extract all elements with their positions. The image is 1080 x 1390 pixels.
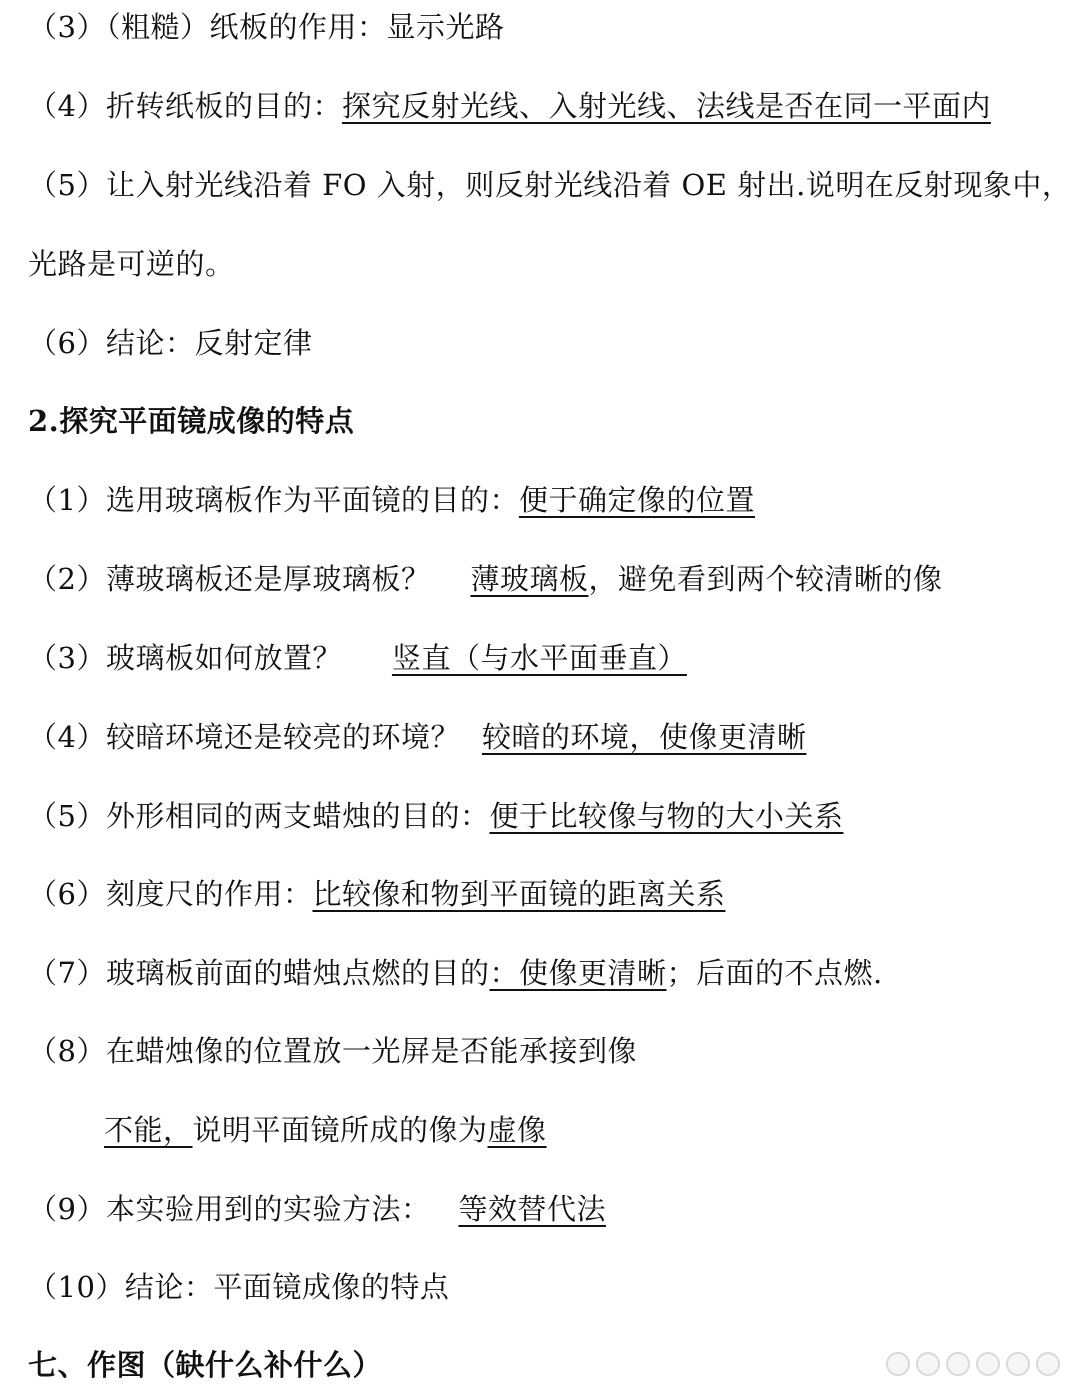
s2-item4 xyxy=(28,712,806,762)
watermark-dot-icon xyxy=(1036,1352,1060,1376)
watermark-dot-icon xyxy=(946,1352,970,1376)
s2-item5 xyxy=(28,791,843,841)
s2-item9 xyxy=(28,1184,606,1234)
s2-item7-prefix: （7）玻璃板前面的蜡烛点燃的目的 xyxy=(28,956,490,990)
s2-item6 xyxy=(28,869,725,919)
watermark-dot-icon xyxy=(1006,1352,1030,1376)
s2-item3-answer: 竖直（与水平面垂直） xyxy=(391,641,687,675)
section7-heading-text: 七、作图（缺什么补什么） xyxy=(28,1348,383,1382)
s1-item4 xyxy=(28,81,991,131)
s2-item8-answer-b: 虚像 xyxy=(487,1113,547,1147)
s2-item8-answer-line xyxy=(104,1105,547,1155)
s2-item3 xyxy=(28,633,687,683)
s1-item3 xyxy=(28,2,504,52)
s2-item8 xyxy=(28,1026,637,1076)
s2-item5-answer: 便于比较像与物的大小关系 xyxy=(489,799,844,833)
s1-item6-text: （6）结论：反射定律 xyxy=(28,326,313,360)
s1-item3-text: （3）（粗糙）纸板的作用：显示光路 xyxy=(28,10,505,44)
s2-item6-answer: 比较像和物到平面镜的距离关系 xyxy=(312,877,726,911)
s2-item4-prefix: （4）较暗环境还是较亮的环境？ xyxy=(28,720,460,754)
s2-item4-answer: 较暗的环境，使像更清晰 xyxy=(481,720,807,754)
s2-item3-prefix: （3）玻璃板如何放置？ xyxy=(28,641,342,675)
s2-item8-answer-a: 不能， xyxy=(104,1113,193,1147)
s2-item5-prefix: （5）外形相同的两支蜡烛的目的： xyxy=(28,799,490,833)
s2-item8-text: （8）在蜡烛像的位置放一光屏是否能承接到像 xyxy=(28,1034,637,1068)
s1-item4-answer: 探究反射光线、入射光线、法线是否在同一平面内 xyxy=(341,89,991,123)
s2-item6-prefix: （6）刻度尺的作用： xyxy=(28,877,313,911)
s2-item1-prefix: （1）选用玻璃板作为平面镜的目的： xyxy=(28,483,519,517)
s2-item9-answer: 等效替代法 xyxy=(458,1192,606,1226)
s2-item2 xyxy=(28,554,942,604)
s2-item1 xyxy=(28,475,755,525)
s1-item4-prefix: （4）折转纸板的目的： xyxy=(28,89,342,123)
s2-item7 xyxy=(28,948,883,998)
s1-item5-line1 xyxy=(28,160,1071,210)
s1-item5-text2: 光路是可逆的。 xyxy=(28,247,235,281)
s2-item2-suffix: ，避免看到两个较清晰的像 xyxy=(588,562,943,596)
s2-item2-answer: 薄玻璃板 xyxy=(470,562,589,596)
watermark-dot-icon xyxy=(886,1352,910,1376)
s2-item7-suffix: ；后面的不点燃. xyxy=(666,956,883,990)
s2-item7-answer: ：使像更清晰 xyxy=(489,956,667,990)
s1-item6 xyxy=(28,318,312,368)
section2-heading xyxy=(28,396,354,446)
watermark-dot-icon xyxy=(976,1352,1000,1376)
s1-item5-line2 xyxy=(28,239,235,289)
watermark xyxy=(886,1352,1060,1376)
s2-item10 xyxy=(28,1262,449,1312)
s2-item8-middle: 说明平面镜所成的像为 xyxy=(192,1113,488,1147)
s2-item1-answer: 便于确定像的位置 xyxy=(518,483,755,517)
section2-heading-text: 2.探究平面镜成像的特点 xyxy=(28,404,355,438)
s2-item10-text: （10）结论：平面镜成像的特点 xyxy=(28,1270,450,1304)
s2-item9-prefix: （9）本实验用到的实验方法： xyxy=(28,1192,431,1226)
s1-item5-text1: （5）让入射光线沿着 FO 入射，则反射光线沿着 OE 射出.说明在反射现象中， xyxy=(28,168,1072,202)
watermark-dot-icon xyxy=(916,1352,940,1376)
section7-heading xyxy=(28,1340,382,1390)
s2-item2-prefix: （2）薄玻璃板还是厚玻璃板？ xyxy=(28,562,431,596)
